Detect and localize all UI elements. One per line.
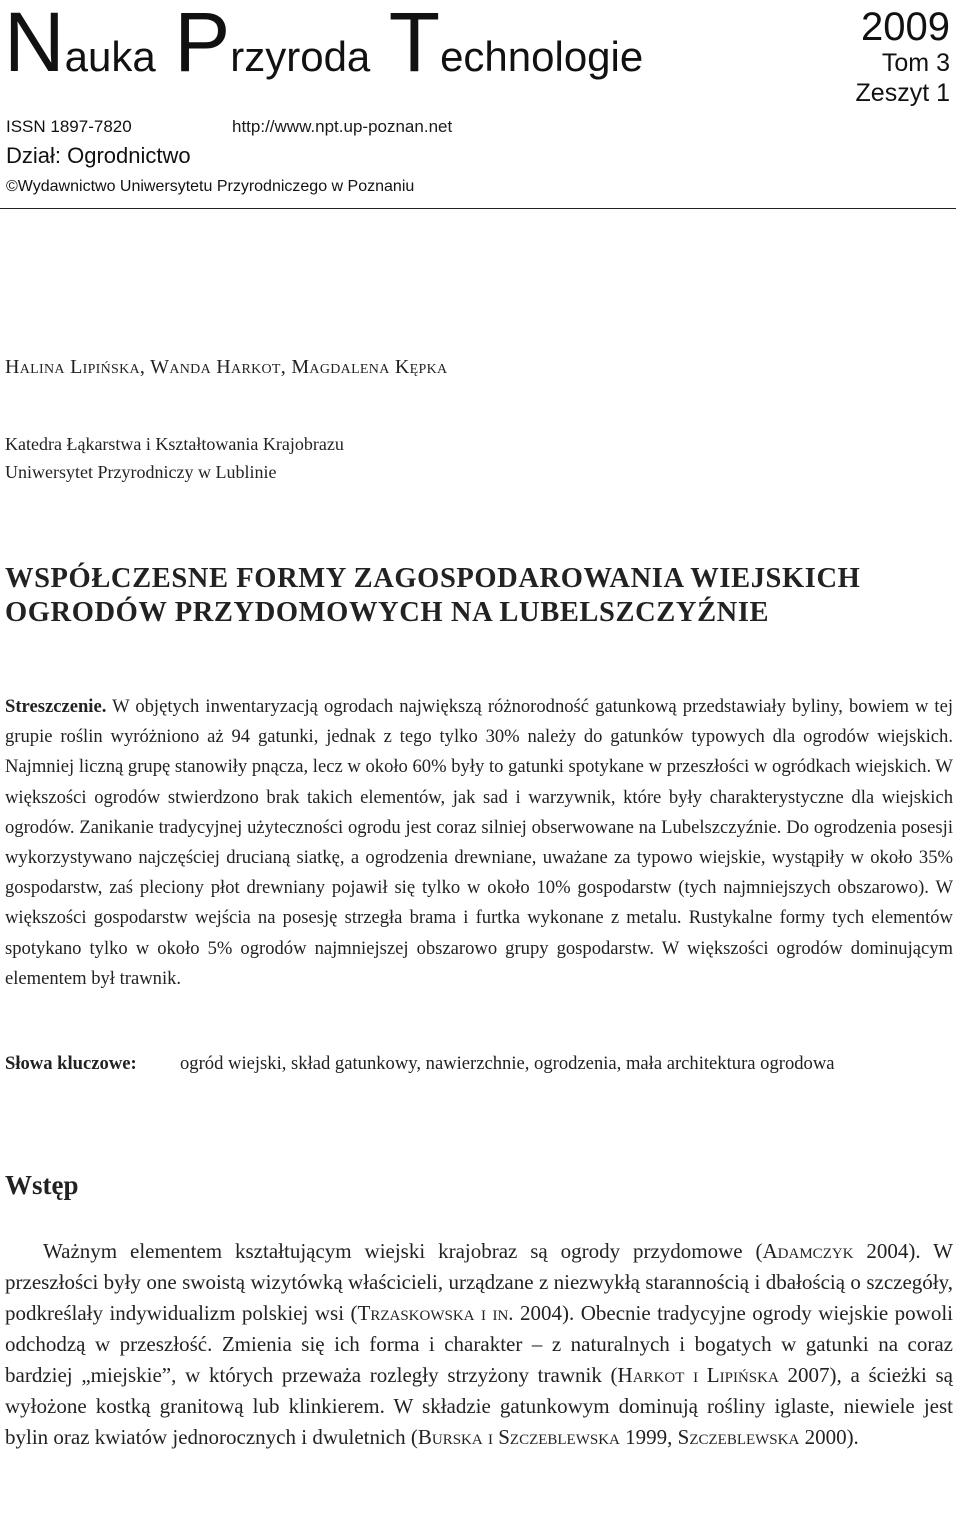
issue-volume: Tom 3: [881, 49, 950, 77]
affiliation-university: Uniwersytet Przyrodniczy w Lublinie: [5, 462, 277, 482]
journal-url-link[interactable]: http://www.npt.up-poznan.net: [232, 117, 453, 136]
article-title-line: OGRODÓW PRZYDOMOWYCH NA LUBELSZCZYŹNIE: [5, 597, 770, 628]
journal-title: [4, 0, 657, 100]
abstract: [5, 692, 953, 994]
header-divider: [0, 208, 956, 209]
abstract-text: W objętych inwentaryzacją ogrodach największą różnorodność gatunkową przedstawiały byliny, bowiem w tej grupie roślin wyróżniono aż 94 gatunki, jednak z tego tylko 30% należy do gatunków typowych dla ogrodów wiejskich. Najmniej liczną grupę stanowiły pnącza, lecz w około 60% były to gatunki spotykane w przeszłości w ogródkach wiejskich. W większości ogrodów stwierdzono brak takich elementów, jak sad i warzywnik, które były charakterystyczne dla wiejskich ogrodów. Zanikanie tradycyjnej użyteczności ogrodu jest coraz silniej obserwowane na Lubelszczyźnie. Do ogrodzenia posesji wykorzystywano najczęściej drucianą siatkę, a ogrodzenia drewniane, uważane za typowo wiejskie, wystąpiły w około 35% gospodarstw, zaś pleciony płot drewniany pojawił się tylko w około 10% gospodarstw (tych najmniejszych obszarowo). W większości gospodarstw wejścia na posesję strzegła brama i furtka wykonane z metalu. Rustykalne formy tych elementów spotykano tylko w około 5% ogrodów najmniejszej obszarowo grupy gospodarstw. W większości ogrodów dominującym elementem był trawnik.: [5, 696, 954, 989]
intro-paragraph: Ważnym elementem kształtującym wiejski krajobraz są ogrody przydomowe (Adamczyk 2004). W przeszłości były one swoistą wizytówką właścicieli, urządzane z niezwykłą starannością i dbałością o szczegóły, podkreślały indywidualizm polskiej wsi (Trzaskowska i in. 2004). Obecnie tradycyjne ogrody wiejskie powoli odchodzą w przeszłość. Zmienia się ich forma i charakter – z naturalnych i bogatych w gatunki na coraz bardziej „miejskie”, w których przeważa rozległy strzyżony trawnik (Harkot i Lipińska 2007), a ścieżki są wyłożone kostką granitową lub klinkierem. W składzie gatunkowym dominują rośliny iglaste, niewiele jest bylin oraz kwiatów jednorocznych i dwuletnich (Burska i Szczeblewska 1999, Szczeblewska 2000).: [5, 1239, 954, 1449]
citation: Adamczyk: [762, 1239, 854, 1263]
citation: Harkot i Lipińska: [617, 1363, 779, 1387]
citation: Burska i Szczeblewska: [417, 1425, 620, 1449]
copyright: [6, 178, 414, 196]
keywords: [5, 1049, 953, 1079]
section-label: Dział: Ogrodnictwo: [6, 143, 191, 168]
issn: ISSN 1897-7820: [6, 117, 132, 136]
citation: Szczeblewska: [677, 1425, 800, 1449]
article-title-line: WSPÓŁCZESNE FORMY ZAGOSPODAROWANIA WIEJSKICH: [5, 563, 861, 594]
section-heading-intro: Wstęp: [5, 1170, 79, 1200]
journal-title-word: Nauka: [4, 0, 156, 89]
journal-title-word: Technologie: [388, 0, 644, 89]
abstract-label: Streszczenie.: [5, 696, 107, 717]
keywords-label: Słowa kluczowe:: [5, 1053, 137, 1074]
issue-number: Zeszyt 1: [855, 79, 950, 107]
citation: Trzaskowska i in.: [357, 1301, 514, 1325]
keywords-text: ogród wiejski, skład gatunkowy, nawierzchnie, ogrodzenia, mała architektura ogrodowa: [180, 1053, 835, 1074]
authors: Halina Lipińska, Wanda Harkot, Magdalena Kępka: [5, 356, 448, 378]
issue-info: [856, 6, 950, 108]
copyright-icon: ©: [6, 178, 18, 195]
journal-title-word: Przyroda: [174, 0, 371, 89]
article-title: [5, 562, 955, 630]
affiliation-department: Katedra Łąkarstwa i Kształtowania Krajobrazu: [5, 434, 344, 454]
copyright-holder: Wydawnictwo Uniwersytetu Przyrodniczego w Poznaniu: [17, 178, 415, 195]
issue-year: 2009: [861, 5, 950, 49]
